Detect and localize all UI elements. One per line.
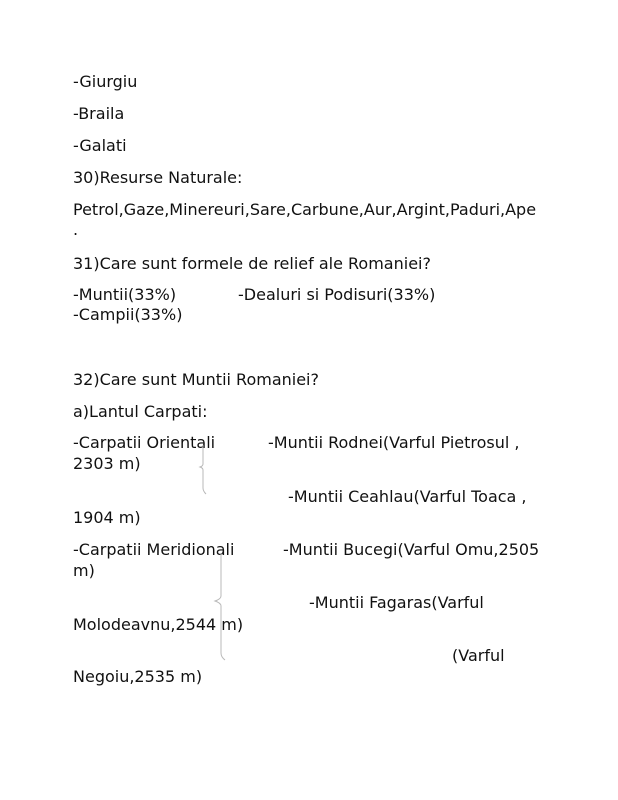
curly-brace-orientali-icon: [195, 444, 209, 496]
city-giurgiu: -Giurgiu: [73, 72, 138, 91]
carpatii-meridionali-label: -Carpatii Meridionali: [73, 540, 235, 559]
carpatii-orientali-label: -Carpatii Orientali: [73, 433, 216, 452]
curly-brace-meridionali-icon: [210, 552, 226, 662]
muntii-bucegi: -Muntii Bucegi(Varful Omu,2505: [283, 540, 540, 559]
question-32-subtitle: a)Lantul Carpati:: [73, 402, 208, 421]
question-32-title: 32)Care sunt Muntii Romaniei?: [73, 370, 319, 389]
relief-dealuri: -Dealuri si Podisuri(33%): [238, 285, 436, 304]
muntii-ceahlau-cont: 1904 m): [73, 508, 141, 527]
question-30-answer-end: .: [73, 220, 79, 239]
muntii-rodnei: -Muntii Rodnei(Varful Pietrosul ,: [268, 433, 520, 452]
city-galati: -Galati: [73, 136, 127, 155]
question-31-title: 31)Care sunt formele de relief ale Romaniei?: [73, 254, 431, 273]
muntii-fagaras: -Muntii Fagaras(Varful: [309, 593, 484, 612]
question-30-title: 30)Resurse Naturale:: [73, 168, 243, 187]
relief-campii: -Campii(33%): [73, 305, 183, 324]
city-braila: -Braila: [73, 104, 125, 123]
relief-muntii: -Muntii(33%): [73, 285, 177, 304]
varful-negoiu: (Varful: [452, 646, 505, 665]
muntii-fagaras-cont: Molodeavnu,2544 m): [73, 615, 244, 634]
question-30-answer: Petrol,Gaze,Minereuri,Sare,Carbune,Aur,Argint,Paduri,Ape: [73, 200, 537, 219]
muntii-ceahlau: -Muntii Ceahlau(Varful Toaca ,: [288, 487, 527, 506]
muntii-rodnei-cont: 2303 m): [73, 454, 141, 473]
varful-negoiu-cont: Negoiu,2535 m): [73, 667, 203, 686]
muntii-bucegi-cont: m): [73, 561, 95, 580]
